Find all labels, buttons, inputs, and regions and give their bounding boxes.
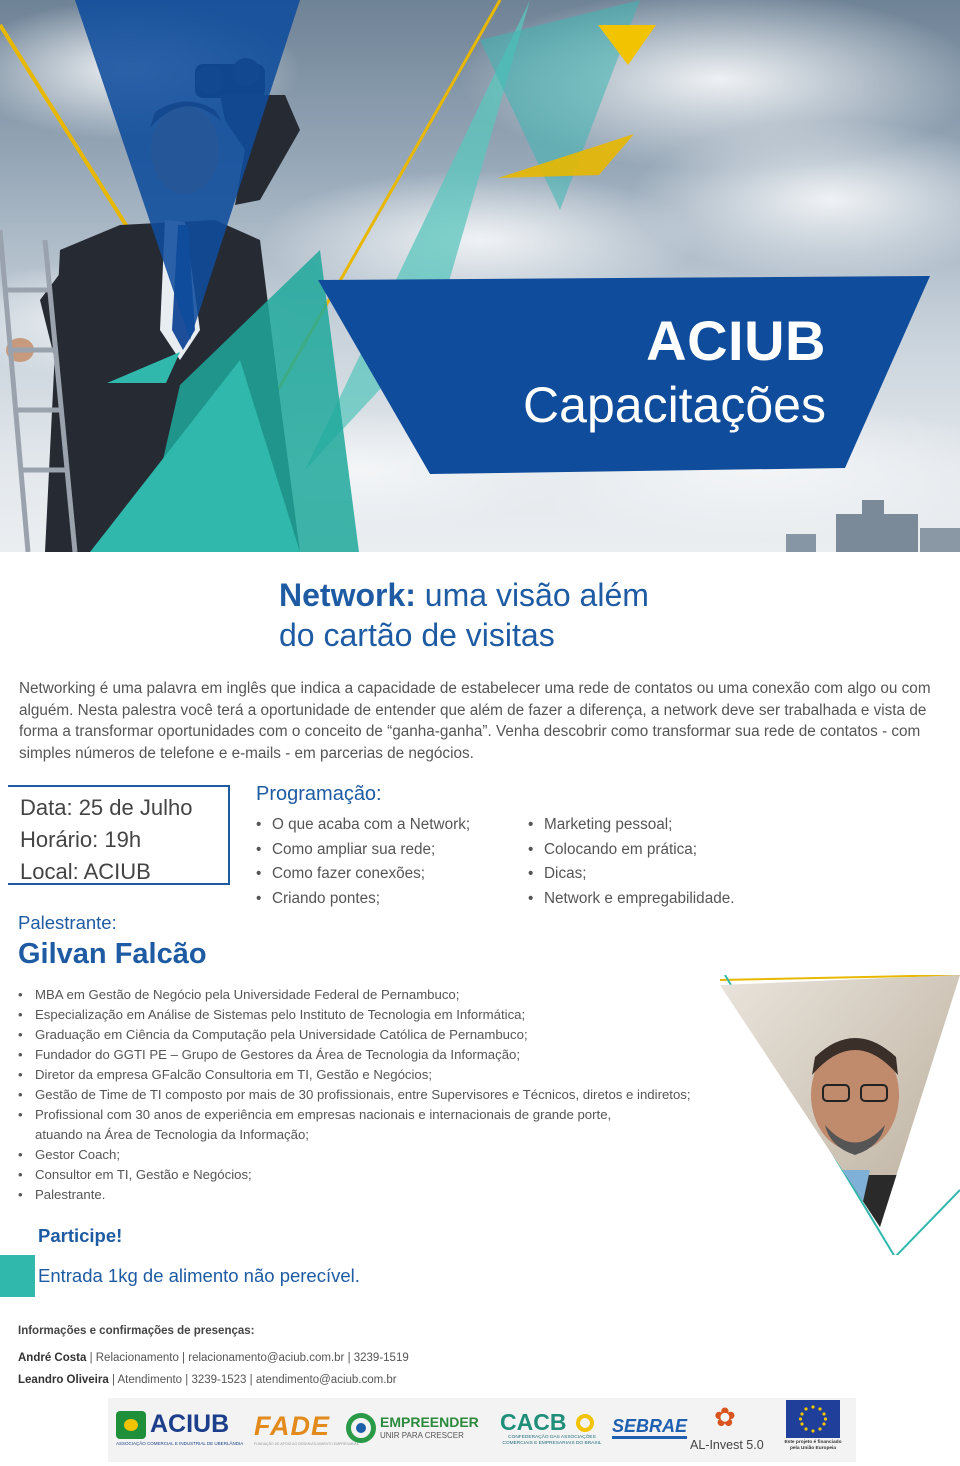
cta-accent-block [0,1255,35,1297]
cv-item-continuation: atuando na Área de Tecnologia da Informação; [35,1127,309,1142]
cv-item: • Especialização em Análise de Sistemas pelo Instituto de Tecnologia em Informática; [18,1005,691,1025]
cv-item: • Palestrante. [18,1185,691,1205]
contact-heading: Informações e confirmações de presenças: [18,1325,255,1337]
cacb-logo [500,1410,604,1450]
cacb-ring-icon [576,1414,594,1432]
banner-subtitle: Capacitações [523,377,826,433]
contact-name: Leandro Oliveira [18,1374,109,1386]
speaker-cv-list [18,985,691,1205]
contact-line [18,1374,397,1386]
fade-logo-name: FADE [254,1411,331,1441]
empreender-ring-icon [346,1413,376,1443]
program-list-2 [528,813,734,911]
sponsor-logos [108,1398,856,1462]
empreender-logo-tag: UNIR PARA CRESCER [380,1431,464,1440]
program-heading: Programação: [256,783,382,805]
contact-name: André Costa [18,1352,87,1364]
program-item: • Network e empregabilidade. [528,887,734,912]
speaker-photo [720,975,960,1255]
aciub-mark-icon [116,1411,146,1439]
sebrae-logo-name: SEBRAE [612,1416,687,1439]
contact-details: | Atendimento | 3239-1523 | atendimento@aciub.com.br [108,1374,397,1386]
contact-details: | Relacionamento | relacionamento@aciub.com.br | 3239-1519 [86,1352,409,1364]
cv-item: • Diretor da empresa GFalcão Consultoria em TI, Gestão e Negócios; [18,1065,691,1085]
alinvest-logo [690,1404,770,1456]
sebrae-logo [612,1416,688,1444]
cacb-logo-tag: CONFEDERAÇÃO DAS ASSOCIAÇÕES COMERCIAIS E EMPRESARIAIS DO BRASIL [502,1435,602,1446]
cv-item: • Consultor em TI, Gestão e Negócios; [18,1165,691,1185]
speaker-label: Palestrante: [18,912,117,933]
program-list-1 [256,813,470,911]
cta-text: Entrada 1kg de alimento não perecível. [38,1265,360,1286]
cacb-logo-name: CACB [500,1409,567,1435]
hero-image [0,0,960,552]
empreender-logo [346,1413,488,1447]
alinvest-logo-name: AL-Invest 5.0 [690,1438,764,1452]
flower-icon: ✿ [714,1402,736,1432]
title-bold: Network: [279,577,416,613]
aciub-logo-name: ACIUB [150,1410,230,1438]
eu-logo-tag: Este projeto é financiado pela União Europeia [784,1440,842,1451]
event-place: Local: ACIUB [20,859,151,884]
program-item: • Como ampliar sua rede; [256,838,470,863]
aciub-logo [116,1411,242,1447]
cv-item: • Gestor Coach; [18,1145,691,1165]
title-line-2: do cartão de visitas [279,617,555,653]
fade-logo [254,1411,359,1447]
contact-line [18,1352,409,1364]
event-info-box [8,785,230,885]
title-line-1: uma visão além [424,577,649,613]
event-time: Horário: 19h [20,827,142,852]
banner-title: ACIUB [646,309,826,372]
cv-item: • Fundador do GGTI PE – Grupo de Gestores da Área de Tecnologia da Informação; [18,1045,691,1065]
cv-item: • Gestão de Time de TI composto por mais de 30 profissionais, entre Supervisores e Técnicos, diretos e indiretos; [18,1085,691,1105]
eu-flag-icon [786,1400,840,1438]
program-item: • Marketing pessoal; [528,813,734,838]
program-item: • Colocando em prática; [528,838,734,863]
fade-logo-tag: FUNDAÇÃO DE APOIO AO DESENVOLVIMENTO EMPRESARIAL [254,1442,359,1446]
hero-artwork [0,0,960,552]
program-item: • Dicas; [528,862,734,887]
cta-heading: Participe! [38,1225,123,1246]
cv-item: • Graduação em Ciência da Computação pela Universidade Católica de Pernambuco; [18,1025,691,1045]
event-date: Data: 25 de Julho [20,795,193,820]
program-item: • O que acaba com a Network; [256,813,470,838]
empreender-logo-name: EMPREENDER [380,1414,479,1430]
cv-item: • Profissional com 30 anos de experiência em empresas nacionais e internacionais de grande porte, [18,1105,691,1125]
program-item: • Como fazer conexões; [256,862,470,887]
speaker-name: Gilvan Falcão [18,938,207,970]
cv-item: • MBA em Gestão de Negócio pela Universidade Federal de Pernambuco; [18,985,691,1005]
page-title [279,575,839,655]
intro-paragraph: Networking é uma palavra em inglês que indica a capacidade de estabelecer uma rede de contatos ou uma conexão com algo ou com alguém. Nesta palestra você terá a oportunidade de entender que além de fazer a diferença, a network deve ser trabalhada e vista de forma a transformar oportunidades com o conceito de “ganha-ganha”. Venha descobrir como transformar sua rede de contatos - com simples números de telefone e e-mails - em parcerias de negócios. [19,680,931,762]
aciub-logo-tag: ASSOCIAÇÃO COMERCIAL E INDUSTRIAL DE UBERLÂNDIA [116,1441,244,1446]
eu-logo [780,1400,846,1460]
program-item: • Criando pontes; [256,887,470,912]
